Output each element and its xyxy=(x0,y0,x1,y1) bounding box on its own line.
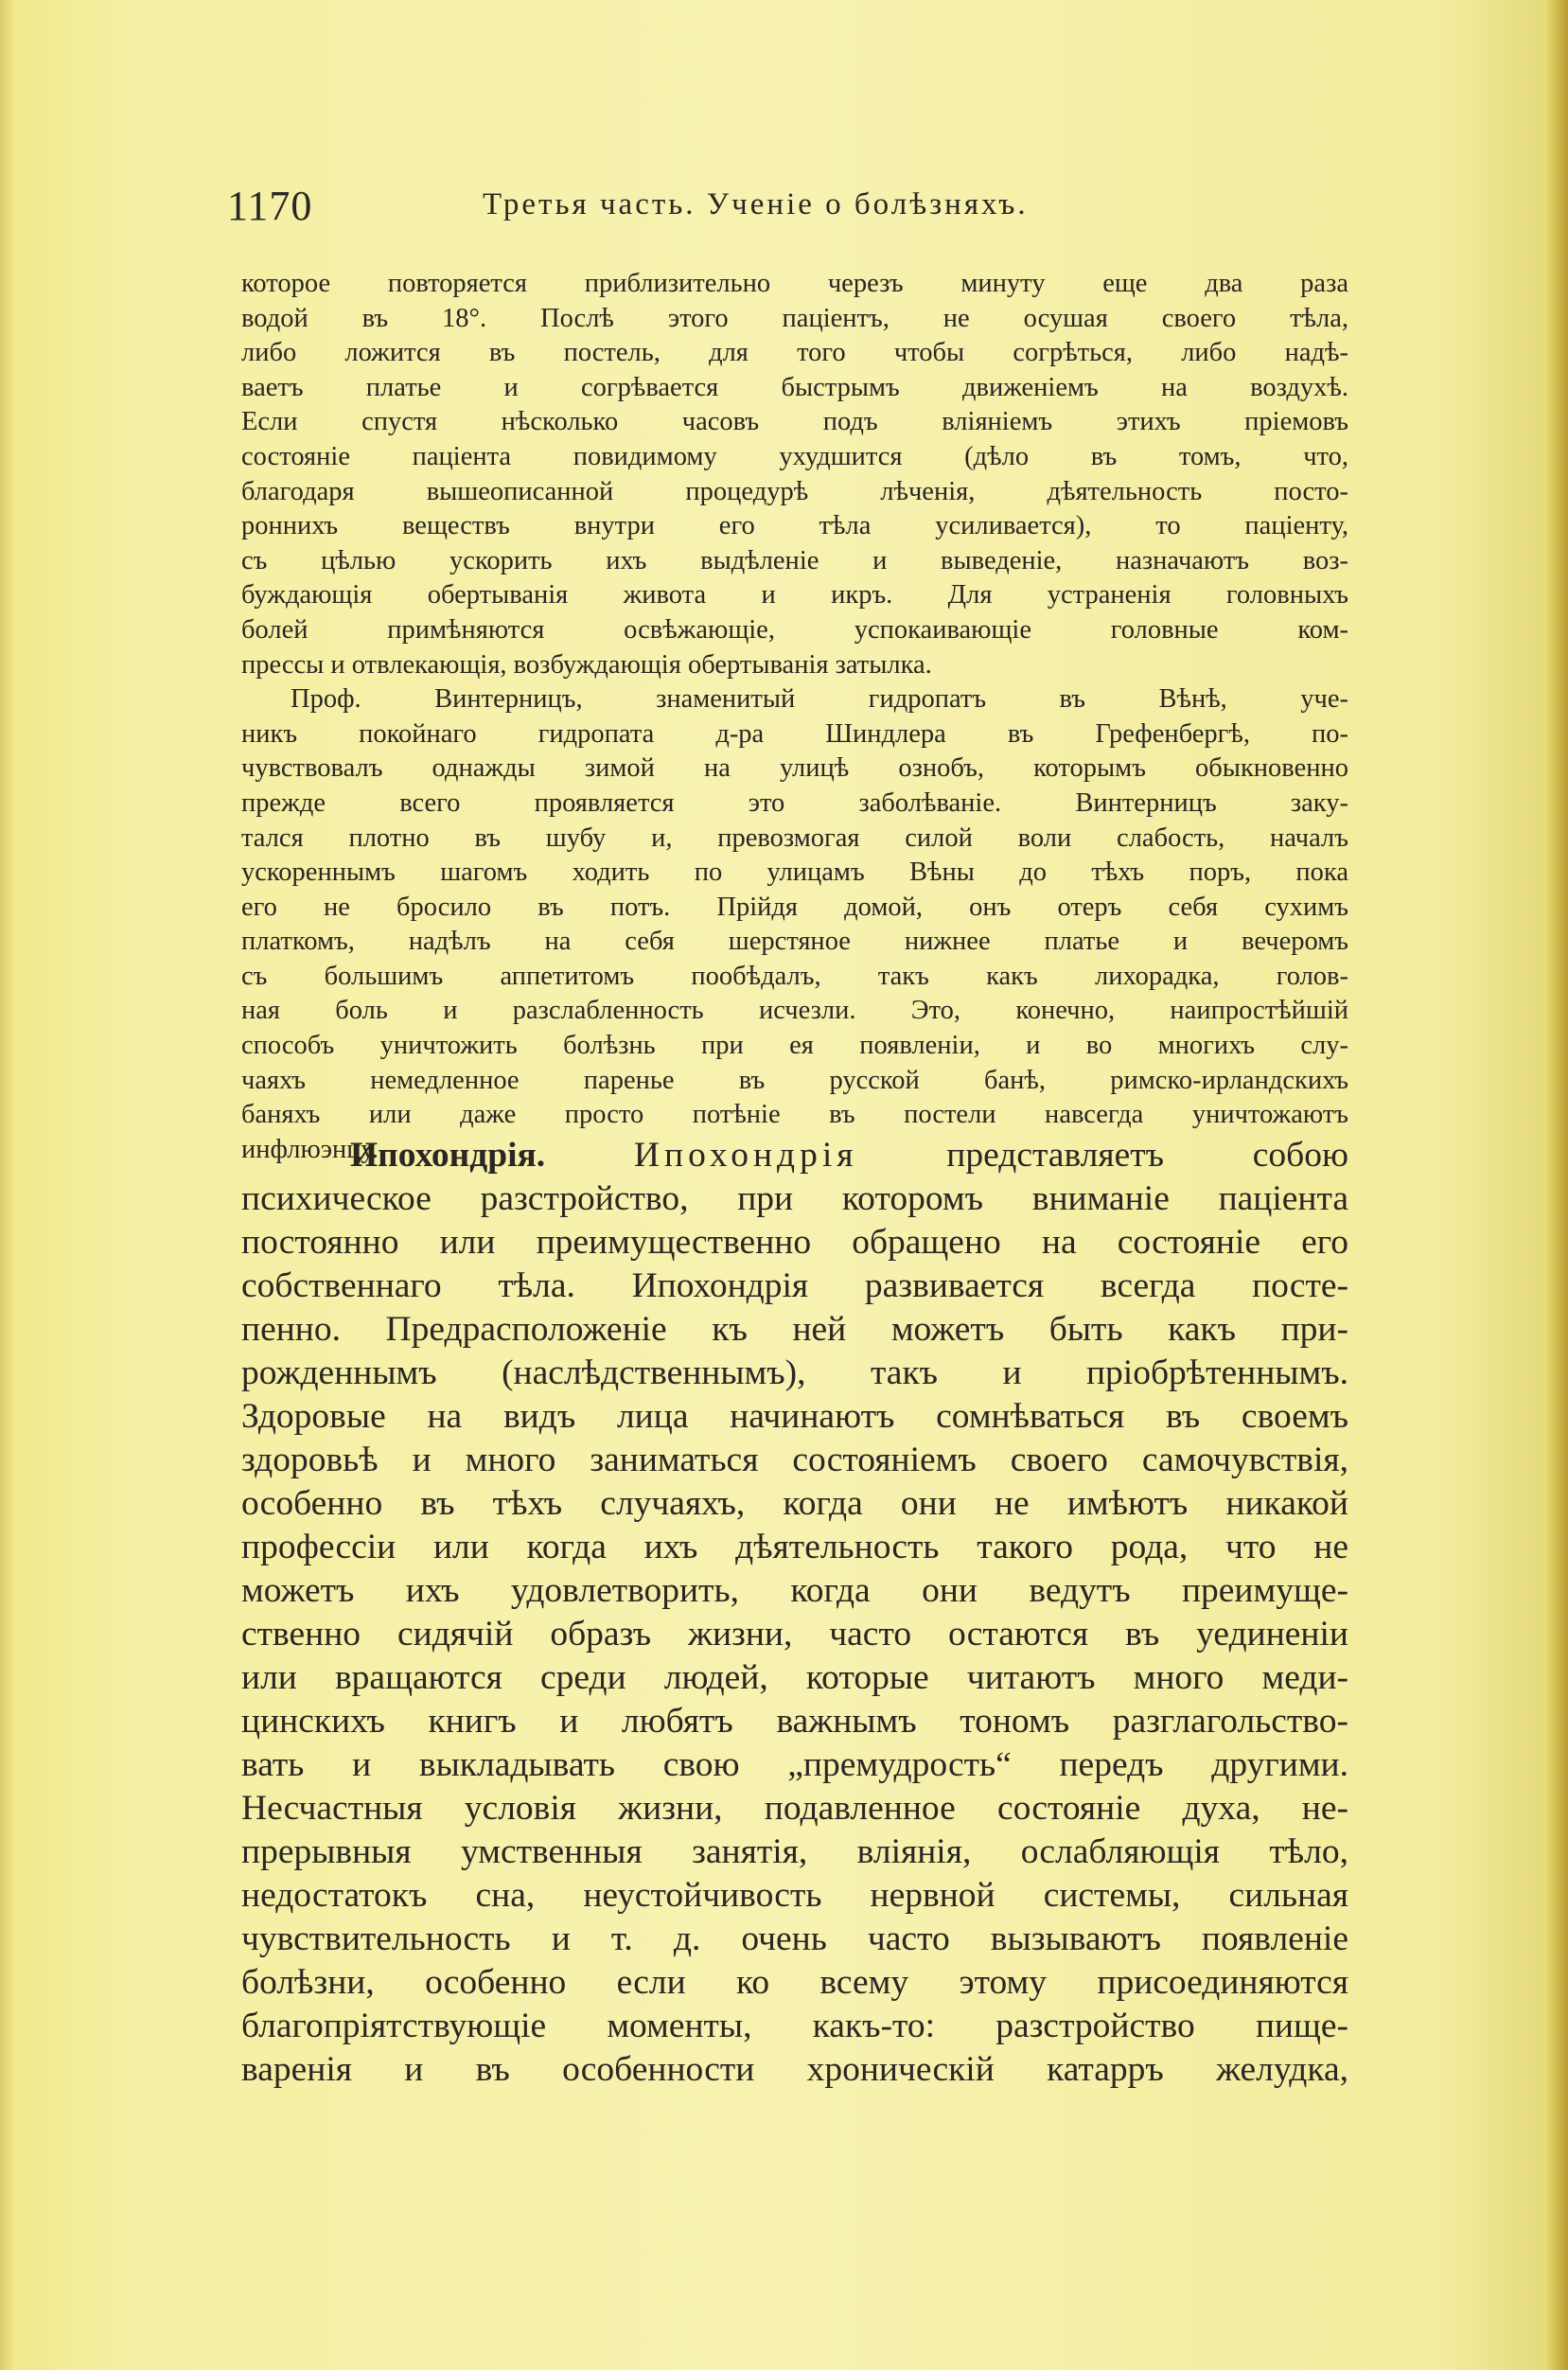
text-line: буждающія обертыванія живота и икръ. Для устраненія головныхъ xyxy=(241,580,1348,610)
text-line: постоянно или преимущественно обращено на состояніе его xyxy=(241,1223,1348,1262)
text-line: платкомъ, надѣлъ на себя шерстяное нижнее платье и вечеромъ xyxy=(241,927,1348,957)
text-line: инфлюэнцу. xyxy=(241,1134,379,1164)
text-line: чувствовалъ однажды зимой на улицѣ ознобъ, которымъ обыкновенно xyxy=(241,753,1348,784)
text-line: ная боль и разслабленность исчезли. Это, конечно, наипростѣйшій xyxy=(241,996,1348,1026)
text-line: вать и выкладывать свою „премудрость“ передъ другими. xyxy=(241,1745,1348,1784)
running-title: Третья часть. Ученіе о болѣзняхъ. xyxy=(483,187,1029,221)
text-line: прессы и отвлекающія, возбуждающія обертыванія затылка. xyxy=(241,649,932,680)
small-print-paragraphs xyxy=(241,267,1348,1167)
section-first-line xyxy=(241,1134,1348,1177)
text-line: прерывныя умственныя занятія, вліянія, ослабляющія тѣло, xyxy=(241,1832,1348,1871)
text-line: пенно. Предрасположеніе къ ней можетъ быть какъ при- xyxy=(241,1310,1348,1349)
text-line: способъ уничтожить болѣзнь при ея появленіи, и во многихъ слу- xyxy=(241,1031,1348,1061)
text-line: роннихъ веществъ внутри его тѣла усиливается), то паціенту, xyxy=(241,511,1348,541)
text-line: чаяхъ немедленное паренье въ русской банѣ, римско-ирландскихъ xyxy=(241,1065,1348,1095)
text-line: Проф. Винтерницъ, знаменитый гидропатъ въ Вѣнѣ, уче- xyxy=(291,684,1348,715)
text-line: болей примѣняются освѣжающіе, успокаивающіе головные ком- xyxy=(241,614,1348,645)
text-line: рожденнымъ (наслѣдственнымъ), такъ и пріобрѣтеннымъ. xyxy=(241,1353,1348,1392)
text-line: прежде всего проявляется это заболѣваніе. Винтерницъ заку- xyxy=(241,787,1348,818)
text-line: Несчастныя условія жизни, подавленное состояніе духа, не- xyxy=(241,1789,1348,1828)
text-line: чувствительность и т. д. очень часто вызываютъ появленіе xyxy=(241,1919,1348,1958)
text-line: профессіи или когда ихъ дѣятельность такого рода, что не xyxy=(241,1528,1348,1566)
text-line: ваетъ платье и согрѣвается быстрымъ движеніемъ на воздухѣ. xyxy=(241,372,1348,402)
text-line: недостатокъ сна, неустойчивость нервной системы, сильная xyxy=(241,1876,1348,1915)
text-line: его не бросило въ потъ. Прійдя домой, онъ отеръ себя сухимъ xyxy=(241,892,1348,922)
text-line: которое повторяется приблизительно черезъ минуту еще два раза xyxy=(241,269,1348,298)
text-line: ускореннымъ шагомъ ходить по улицамъ Вѣны до тѣхъ поръ, пока xyxy=(241,858,1348,888)
text-line: тался плотно въ шубу и, превозмогая силой воли слабость, началъ xyxy=(241,822,1348,853)
section-heading: Ипохондрія. xyxy=(350,1136,546,1175)
text-line: съ цѣлью ускорить ихъ выдѣленіе и выведеніе, назначаютъ воз- xyxy=(241,545,1348,575)
text-line: здоровьѣ и много заниматься состояніемъ своего самочувствія, xyxy=(241,1441,1348,1479)
text-line: баняхъ или даже просто потѣніе въ постели навсегда уничтожаютъ xyxy=(241,1100,1348,1130)
text-line: либо ложится въ постель, для того чтобы согрѣться, либо надѣ- xyxy=(241,338,1348,368)
text-line: ственно сидячій образъ жизни, часто остаются въ уединеніи xyxy=(241,1615,1348,1654)
text-line: благодаря вышеописанной процедурѣ лѣченія, дѣятельность посто- xyxy=(241,476,1348,506)
running-head xyxy=(227,182,1344,239)
text-line: болѣзни, особенно если ко всему этому присоединяются xyxy=(241,1963,1348,2002)
text-line: состояніе паціента повидимому ухудшится (дѣло въ томъ, что, xyxy=(241,441,1348,471)
text-line: благопріятствующіе моменты, какъ-то: разстройство пище- xyxy=(241,2007,1348,2045)
text-line: можетъ ихъ удовлетворить, когда они ведутъ преимуще- xyxy=(241,1571,1348,1610)
text-line: никъ покойнаго гидропата д-ра Шиндлера въ Грефенбергѣ, по- xyxy=(241,718,1348,749)
page-edge-shadow xyxy=(0,0,15,2370)
section-hypochondria xyxy=(241,1134,1348,2092)
text-line: собственнаго тѣла. Ипохондрія развивается всегда посте- xyxy=(241,1266,1348,1305)
text-line: особенно въ тѣхъ случаяхъ, когда они не имѣютъ никакой xyxy=(241,1484,1348,1523)
spaced-term: Ипохондрія xyxy=(633,1136,858,1175)
page-number: 1170 xyxy=(227,183,313,229)
text-line: водой въ 18°. Послѣ этого паціентъ, не осушая своего тѣла, xyxy=(241,303,1348,333)
text-line: съ большимъ аппетитомъ пообѣдалъ, такъ какъ лихорадка, голов- xyxy=(241,961,1348,991)
text-line: цинскихъ книгъ и любятъ важнымъ тономъ разглагольство- xyxy=(241,1702,1348,1741)
text-line: варенія и въ особенности хроническій катарръ желудка, xyxy=(241,2050,1348,2089)
text-line: Здоровые на видъ лица начинаютъ сомнѣваться въ своемъ xyxy=(241,1397,1348,1436)
text-fragment: представляетъ собою xyxy=(946,1136,1349,1175)
text-line: или вращаются среди людей, которые читаютъ много меди- xyxy=(241,1658,1348,1697)
page-edge-shadow xyxy=(1547,0,1568,2370)
text-line: психическое разстройство, при которомъ вниманіе паціента xyxy=(241,1179,1348,1218)
text-line: Если спустя нѣсколько часовъ подъ вліяніемъ этихъ пріемовъ xyxy=(241,407,1348,437)
